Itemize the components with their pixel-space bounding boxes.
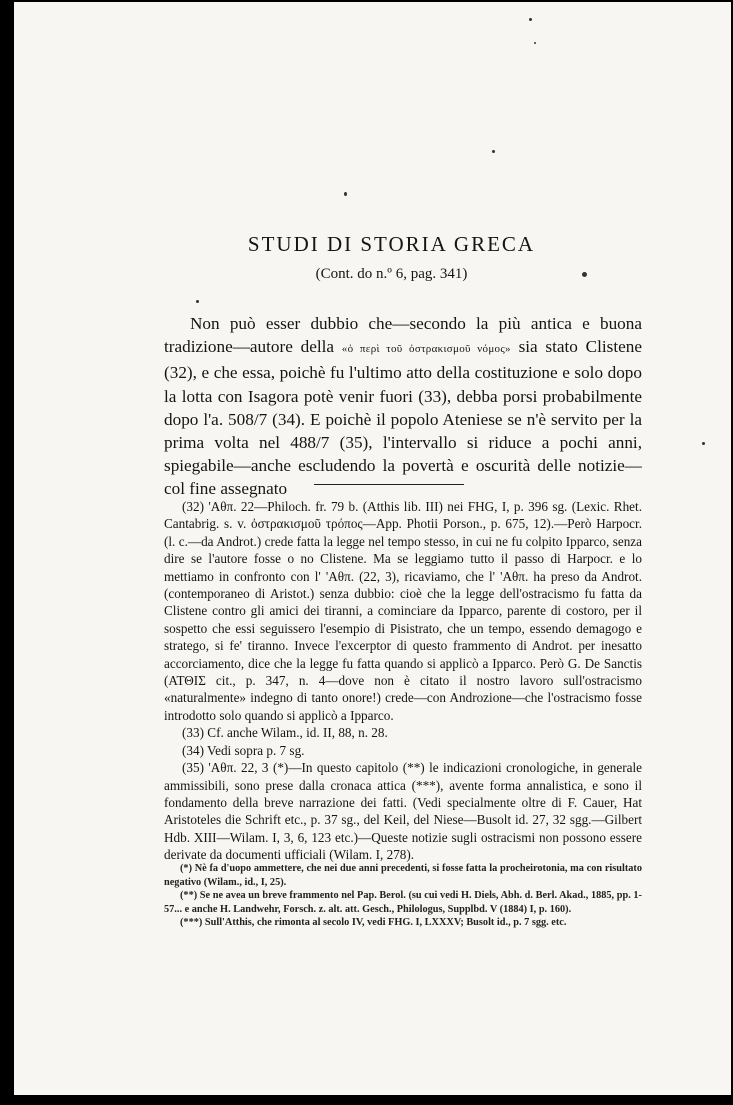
footnote-35: (35) 'Αθπ. 22, 3 (*)—In questo capitolo (**) le indicazioni cronologiche, in generale ammissibili, sono prese dalla cronaca attica (***), avente forma annalistica, e sono il fondamento della breve narrazione dei fatti. (Vedi specialmente oltre di F. Cauer, Hat Aristoteles die Schrift etc., p. 37 sg., del Keil, del Niese—Busolt id. 27, 32 sgg.—Gilbert Hdb. XIII—Wilam. I, 3, 6, 123 etc.)—Queste notizie sugli ostracismi non possono essere derivate da documenti ufficiali (Wilam. I, 278).: [164, 760, 642, 863]
body-text-part-1: Non può esser dubbio che—secondo la più antica e buona tradizione—autore della: [164, 314, 642, 357]
footnotes: [164, 498, 642, 864]
scan-speck: [492, 150, 495, 153]
scan-speck: [529, 18, 532, 21]
footnote-33: (33) Cf. anche Wilam., id. II, 88, n. 28.: [182, 725, 388, 741]
footnote-34: (34) Vedi sopra p. 7 sg.: [182, 742, 305, 758]
sub-footnotes: [164, 862, 642, 930]
scan-speck: [534, 42, 536, 44]
article-title: STUDI DI STORIA GRECA: [247, 232, 536, 256]
article-subtitle: (Cont. do n.º 6, pag. 341): [315, 266, 468, 282]
subnote-2: (**) Se ne avea un breve frammento nel Pap. Berol. (su cui vedi H. Diels, Abh. d. Berl. Akad., 1885, pp. 1-57... e anche H. Landwehr, Forsch. z. alt. att. Gesch., Philologus, Supplbd. V (1884) I, p. 160).: [164, 890, 642, 915]
scan-speck: [196, 300, 199, 303]
subnote-3: (***) Sull'Atthis, che rimonta al secolo IV, vedi FHG. I, LXXXV; Busolt id., p. 7 sgg. etc.: [180, 917, 567, 929]
footnote-32: (32) 'Αθπ. 22—Philoch. fr. 79 b. (Atthis lib. III) nei FHG, I, p. 396 sg. (Lexic. Rhet. Cantabrig. s. v. ὀστρακισμοῦ τρόπος—App. Photii Porson., p. 675, 12).—Però Harpocr. (l. c.—da Androt.) crede fatta la legge nel tempo stesso, in cui ne fu colpito Ipparco, senza dire se l'autore fosse o no Clistene. Ma se leggiamo tutto il passo di Harpocr. e lo mettiamo in confronto con l' 'Αθπ. (22, 3), ricaviamo, che l' 'Αθπ. ha preso da Androt. (contemporaneo di Aristot.) senza dubbio: cioè che la legge dell'ostracismo fu fatta da Clistene contro gli amici dei tiranni, a cominciare da Ipparco, parente di costoro, per il sospetto che essi seguissero l'esempio di Pisistrato, che un tempo, essendo demagogo e stratego, si fe' tiranno. Invece l'excerptor di questo frammento di Androt. per inesatto accorciamento, dice che la legge fu fatta quando si applicò a Ipparco. Però G. De Sanctis (ΑΤΘΙΣ cit., p. 347, n. 4—dove non è citato il nostro lavoro sull'ostracismo «naturalmente» indegno di tanto onore!) crede—con Androzione—che l'ostracismo fosse introdotto solo quando si applicò a Ipparco.: [164, 499, 642, 723]
main-paragraph: [164, 312, 642, 501]
greek-quote: «ὁ περὶ τοῦ ὀστρακισμοῦ νόμος»: [341, 343, 511, 356]
body-text-part-2: sia stato Clistene (32), e che essa, poichè fu l'ultimo atto della costituzione e solo dopo la lotta con Isagora potè venir fuori (33), debba porsi probabilmente dopo l'a. 508/7 (34). E poichè il popolo Ateniese se n'è servito per la prima volta nel 488/7 (35), l'intervallo si riduce a pochi anni, spiegabile—anche escludendo la povertà e oscurità delle notizie—col fine assegnato: [164, 337, 642, 499]
scan-speck: [702, 442, 705, 445]
footnote-divider: [314, 484, 464, 485]
scan-speck: [344, 192, 347, 196]
subnote-1: (*) Nè fa d'uopo ammettere, che nei due anni precedenti, si fosse fatta la procheirotonia, ma con risultato negativo (Wilam., id., I, 25).: [164, 863, 642, 888]
